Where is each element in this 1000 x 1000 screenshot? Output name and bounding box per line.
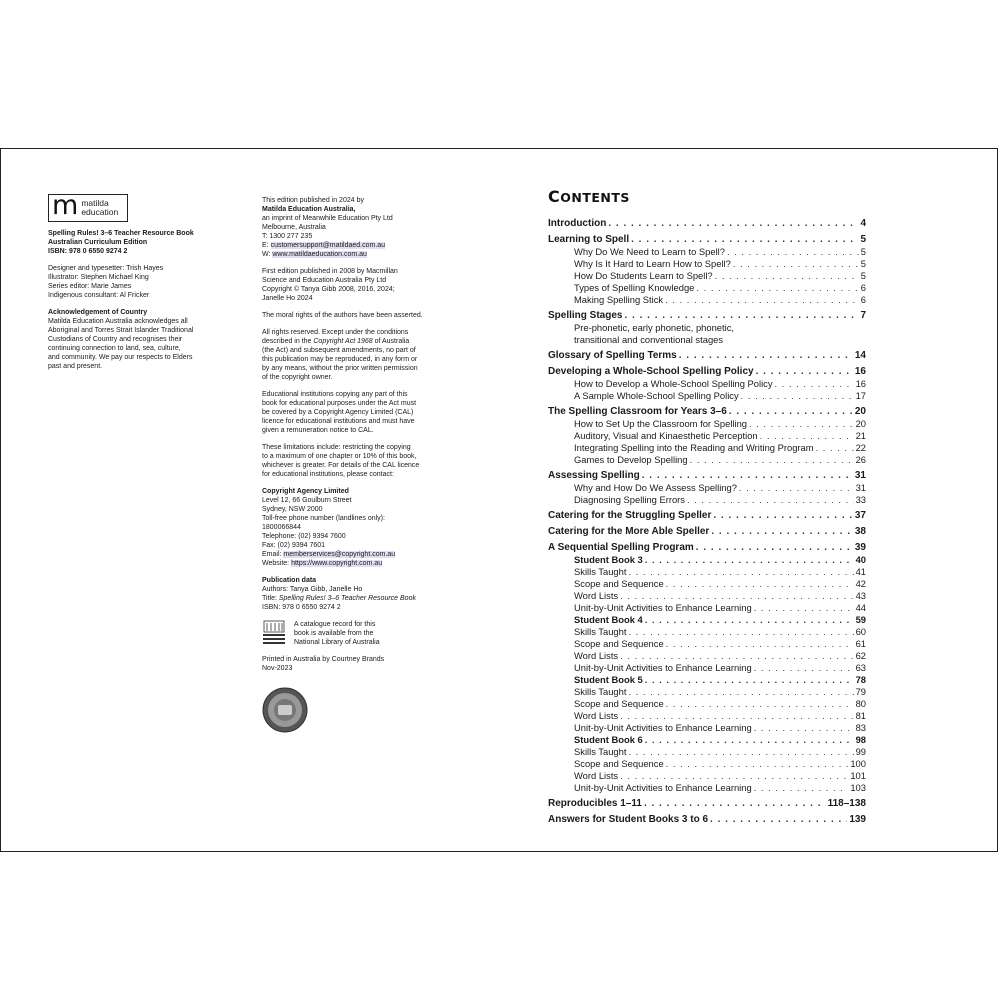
publisher-phone: T: 1300 277 235 [262,233,313,240]
toc-page-number: 100 [850,758,866,769]
toc-leader-dots [749,418,854,430]
toc-entry-label: Word Lists [574,710,619,721]
toc-entry-label: Diagnosing Spelling Errors [574,494,685,505]
toc-entry[interactable] [548,442,866,454]
toc-entry[interactable] [548,246,866,258]
toc-page-number: 5 [860,258,866,269]
toc-page-number: 7 [860,310,866,321]
toc-entry-label: Scope and Sequence [574,698,664,709]
publisher-line: an imprint of Meanwhile Education Pty Ltd [262,215,393,222]
educational-line: Educational institutions copying any part of this [262,391,408,398]
educational-line: book for educational purposes under the Act must [262,400,417,407]
toc-leader-dots [733,258,859,270]
toc-entry-label: How to Develop a Whole-School Spelling Policy [574,378,773,389]
rights-line: of the copyright owner. [262,374,333,381]
toc-page-number: 101 [850,770,866,781]
toc-entry-label: Types of Spelling Knowledge [574,282,695,293]
toc-leader-dots [711,526,853,538]
first-edition-line: First edition published in 2008 by Macmillan [262,268,398,275]
toc-entry[interactable] [548,270,866,282]
limitations-line: These limitations include: restricting the copying [262,444,411,451]
toc-leader-dots [727,246,859,258]
toc-chapter[interactable] [548,234,866,246]
toc-entry-label: Making Spelling Stick [574,294,664,305]
toc-leader-dots [739,482,854,494]
toc-entry[interactable] [548,482,866,494]
pub-authors: Authors: Tanya Gibb, Janelle Ho [262,586,363,593]
toc-entry-label: Skills Taught [574,686,627,697]
toc-page-number: 16 [855,378,866,389]
toc-page-number: 98 [855,734,866,745]
cal-block [262,487,462,568]
toc-entry-label: Student Book 5 [574,674,643,685]
toc-leader-dots [754,662,854,674]
logo-line-1: matilda [81,198,109,208]
toc-leader-dots [754,602,854,614]
toc-leader-dots [679,350,853,362]
toc-page-number: 22 [855,442,866,453]
toc-page-number: 38 [854,526,866,537]
rights-line: of Australia [372,338,410,345]
toc-entry-label: How Do Students Learn to Spell? [574,270,713,281]
sustainability-seal-icon [262,687,308,733]
nla-line: book is available from the [294,630,374,637]
toc-entry-label: A Sequential Spelling Program [548,542,694,553]
toc-leader-dots [756,366,853,378]
cal-web-link[interactable]: https://www.copyright.com.au [291,560,383,567]
toc-leader-dots [666,638,854,650]
cal-email-link[interactable]: memberservices@copyright.com.au [283,551,396,558]
nla-line: National Library of Australia [294,639,380,646]
toc-chapter[interactable] [548,526,866,538]
toc-entry[interactable] [548,650,866,662]
toc-entry-label: A Sample Whole-School Spelling Policy [574,390,739,401]
toc-entry[interactable] [548,454,866,466]
web-prefix: W: [262,251,273,258]
toc-leader-dots [696,542,853,554]
matilda-logo-icon: m [52,190,79,221]
educational-line: licence for educational institutions and must have [262,418,415,425]
toc-page-number: 14 [854,350,866,361]
educational-block [262,390,462,435]
toc-page-number: 78 [855,674,866,685]
toc-entry[interactable] [548,734,866,746]
cal-line: Sydney, NSW 2000 [262,506,323,513]
toc-page-number: 5 [860,270,866,281]
printed-date: Nov-2023 [262,665,293,672]
acknowledgement-heading: Acknowledgement of Country [48,309,148,316]
toc-page-number: 5 [860,246,866,257]
toc-leader-dots [687,494,854,506]
toc-entry[interactable] [548,686,866,698]
printed-block [262,655,462,673]
toc-page-number: 62 [855,650,866,661]
toc-leader-dots [696,282,858,294]
cal-email-prefix: Email: [262,551,284,558]
toc-entry-label: Student Book 4 [574,614,643,625]
toc-entry-label: Why Is It Hard to Learn How to Spell? [574,258,731,269]
toc-entry-label: Unit-by-Unit Activities to Enhance Learning [574,722,752,733]
toc-entry-label: Skills Taught [574,626,627,637]
toc-entry-label: Integrating Spelling into the Reading and Writing Program [574,442,814,453]
cal-line: 1800066844 [262,524,301,531]
toc-leader-dots [628,746,853,758]
toc-entry-label: Scope and Sequence [574,758,664,769]
toc-entry-label: Student Book 6 [574,734,643,745]
toc-page-number: 118–138 [827,798,866,809]
toc-entry[interactable] [548,674,866,686]
toc-page-number: 80 [855,698,866,709]
toc-entry-label: Learning to Spell [548,234,630,245]
toc-entry-label: Reproducibles 1–11 [548,798,642,809]
toc-entry[interactable] [548,710,866,722]
printed-line: Printed in Australia by Courtney Brands [262,656,385,663]
toc-chapter[interactable] [548,350,866,362]
toc-entry-label: Games to Develop Spelling [574,454,688,465]
book-spread [0,148,998,852]
copyright-act-title: Copyright Act 1968 [313,338,373,345]
limitations-line: to a maximum of one chapter or 10% of this book, [262,453,417,460]
acknowledgement-line: Aboriginal and Torres Strait Islander Traditional [48,327,194,334]
credit-line: Designer and typesetter: Trish Hayes [48,265,164,272]
limitations-block [262,443,462,479]
toc-leader-dots [754,722,854,734]
nla-record [262,620,462,647]
toc-page-number: 41 [855,566,866,577]
toc-page-number: 43 [855,590,866,601]
limitations-line: whichever is greater. For details of the CAL licence [262,462,420,469]
moral-rights: The moral rights of the authors have been asserted. [262,312,423,319]
toc-page-number: 63 [855,662,866,673]
toc-leader-dots [628,566,853,578]
toc-page-number: 61 [855,638,866,649]
toc-leader-dots [666,698,854,710]
toc-chapter[interactable] [548,366,866,378]
toc-leader-dots [690,454,854,466]
toc-page-number: 6 [860,294,866,305]
toc-entry-label: Unit-by-Unit Activities to Enhance Learning [574,662,752,673]
toc-page-number: 20 [855,418,866,429]
toc-entry[interactable] [548,758,866,770]
toc-page-number: 103 [850,782,866,793]
toc-entry-label: Word Lists [574,590,619,601]
toc-entry[interactable] [548,614,866,626]
toc-entry[interactable] [548,770,866,782]
first-edition-line: Science and Education Australia Pty Ltd [262,277,387,284]
toc-leader-dots [816,442,854,454]
imprint-middle-column [262,196,462,736]
toc-page-number: 59 [855,614,866,625]
toc-entry-label: Skills Taught [574,566,627,577]
toc-page-number: 33 [855,494,866,505]
toc-entry-label: The Spelling Classroom for Years 3–6 [548,406,727,417]
toc-chapter[interactable] [548,406,866,418]
rights-line: this publication may be reproduced, in any form or [262,356,418,363]
toc-page-number: 6 [860,282,866,293]
rights-line: (the Act) and subsequent amendments, no part of [262,347,416,354]
publisher-name: Matilda Education Australia, [262,206,356,213]
toc-entry-label: Spelling Stages [548,310,623,321]
credits-block [48,264,228,300]
educational-line: be covered by a Copyright Agency Limited (CAL) [262,409,414,416]
acknowledgement-line: Custodians of Country and recognises their [48,336,183,343]
national-library-logo-icon [262,620,286,647]
toc-entry[interactable] [548,554,866,566]
toc-entry-label: Assessing Spelling [548,470,640,481]
rights-line: by any means, without the prior written permission [262,365,418,372]
toc-leader-dots [645,614,854,626]
toc-entry[interactable] [548,782,866,794]
toc-description: Pre-phonetic, early phonetic, phonetic, [574,322,734,333]
pub-title-prefix: Title: [262,595,279,602]
toc-leader-dots [645,554,854,566]
toc-page-number: 83 [855,722,866,733]
pub-heading: Publication data [262,577,317,584]
toc-leader-dots [754,782,849,794]
toc-entry[interactable] [548,662,866,674]
toc-chapter[interactable] [548,310,866,322]
book-edition: Australian Curriculum Edition [48,239,148,246]
toc-entry-label: Auditory, Visual and Kinaesthetic Perception [574,430,758,441]
toc-entry-label: Scope and Sequence [574,638,664,649]
publisher-line: Melbourne, Australia [262,224,326,231]
toc-entry-label: Catering for the More Able Speller [548,526,710,537]
toc-entry[interactable] [548,746,866,758]
toc-page-number: 139 [849,814,866,825]
cal-web-prefix: Website: [262,560,292,567]
toc-leader-dots [642,470,853,482]
copyright-line: Janelle Ho 2024 [262,295,313,302]
toc-leader-dots [710,814,847,826]
rights-block [262,328,462,382]
toc-leader-dots [645,674,854,686]
toc-page-number: 60 [855,626,866,637]
toc-entry[interactable] [548,602,866,614]
toc-entry[interactable] [548,282,866,294]
publisher-block [262,196,462,259]
toc-leader-dots [620,710,853,722]
toc-chapter[interactable] [548,798,866,810]
book-isbn: ISBN: 978 0 6550 9274 2 [48,248,128,255]
acknowledgement-line: continuing connection to land, sea, culture, [48,345,181,352]
rights-line: All rights reserved. Except under the conditions [262,329,409,336]
toc-leader-dots [729,406,853,418]
toc-page-number: 26 [855,454,866,465]
toc-entry-label: Scope and Sequence [574,578,664,589]
first-edition-block [262,267,462,303]
toc-entry-label: Word Lists [574,650,619,661]
pub-title: Spelling Rules! 3–6 Teacher Resource Book [278,595,416,602]
toc-entry-label: Answers for Student Books 3 to 6 [548,814,709,825]
pub-isbn: ISBN: 978 0 6550 9274 2 [262,604,341,611]
toc-entry-label: Unit-by-Unit Activities to Enhance Learning [574,602,752,613]
toc-chapter[interactable] [548,470,866,482]
toc-entry[interactable] [548,698,866,710]
cal-line: Toll-free phone number (landlines only): [262,515,385,522]
acknowledgement-line: Matilda Education Australia acknowledges all [48,318,188,325]
toc-entry[interactable] [548,390,866,402]
cal-line: Telephone: (02) 9394 7600 [262,533,346,540]
publication-data-block [262,576,462,612]
toc-leader-dots [775,378,854,390]
toc-leader-dots [620,590,853,602]
book-title-block [48,229,228,256]
limitations-line: for educational institutions, please contact: [262,471,394,478]
acknowledgement-block [48,308,228,371]
toc-entry[interactable] [548,626,866,638]
toc-entry-label: How to Set Up the Classroom for Spelling [574,418,747,429]
credit-line: Series editor: Marie James [48,283,132,290]
toc-leader-dots [628,626,853,638]
email-prefix: E: [262,242,271,249]
toc-leader-dots [620,770,848,782]
publisher-web-link[interactable]: www.matildaeducation.com.au [272,251,367,258]
toc-entry[interactable] [548,494,866,506]
toc-leader-dots [665,294,859,306]
rights-line: described in the [262,338,314,345]
toc-leader-dots [666,758,849,770]
toc-leader-dots [741,390,854,402]
toc-page-number: 37 [854,510,866,521]
toc-leader-dots [713,510,853,522]
toc-entry-label: Introduction [548,218,607,229]
toc-leader-dots [645,734,854,746]
toc-entry-label: Developing a Whole-School Spelling Policy [548,366,754,377]
toc-leader-dots [715,270,859,282]
contents-title: CONTENTS [548,187,630,206]
copyright-line: Copyright © Tanya Gibb 2008, 2016, 2024; [262,286,395,293]
toc-chapter[interactable] [548,510,866,522]
toc-entry[interactable] [548,430,866,442]
toc-list [548,218,866,826]
toc-entry[interactable] [548,258,866,270]
toc-page-number: 31 [855,482,866,493]
table-of-contents [548,187,866,826]
toc-entry[interactable] [548,578,866,590]
toc-entry-label: Skills Taught [574,746,627,757]
toc-page-number: 81 [855,710,866,721]
toc-page-number: 16 [854,366,866,377]
toc-page-number: 21 [855,430,866,441]
toc-leader-dots [628,686,853,698]
toc-leader-dots [644,798,826,810]
toc-page-number: 40 [855,554,866,565]
toc-entry[interactable] [548,638,866,650]
toc-entry[interactable] [548,590,866,602]
toc-leader-dots [760,430,854,442]
toc-entry-label: Student Book 3 [574,554,643,565]
toc-entry-label: Why Do We Need to Learn to Spell? [574,246,725,257]
acknowledgement-line: and community. We pay our respects to Elders [48,354,193,361]
toc-entry[interactable] [548,722,866,734]
educational-line: given a remuneration notice to CAL. [262,427,374,434]
toc-page-number: 20 [854,406,866,417]
toc-leader-dots [608,218,858,230]
publisher-email-link[interactable]: customersupport@matildaed.com.au [270,242,386,249]
toc-page-number: 17 [855,390,866,401]
toc-entry-label: Glossary of Spelling Terms [548,350,677,361]
book-title: Spelling Rules! 3–6 Teacher Resource Book [48,230,194,237]
toc-entry[interactable] [548,418,866,430]
toc-entry-label: Why and How Do We Assess Spelling? [574,482,737,493]
toc-entry-label: Catering for the Struggling Speller [548,510,712,521]
publisher-logo [48,190,128,222]
edition-line: This edition published in 2024 by [262,197,364,204]
toc-leader-dots [631,234,858,246]
toc-entry-label: Unit-by-Unit Activities to Enhance Learning [574,782,752,793]
toc-chapter[interactable] [548,814,866,826]
credit-line: Illustrator: Stephen Michael King [48,274,149,281]
toc-leader-dots [624,310,858,322]
toc-entry[interactable] [548,566,866,578]
toc-entry[interactable] [548,294,866,306]
credit-line: Indigenous consultant: Al Fricker [48,292,150,299]
toc-page-number: 44 [855,602,866,613]
cal-line: Fax: (02) 9394 7601 [262,542,326,549]
cal-line: Level 12, 66 Goulburn Street [262,497,352,504]
toc-leader-dots [666,578,854,590]
toc-page-number: 5 [860,234,866,245]
toc-description: transitional and conventional stages [574,334,724,345]
nla-line: A catalogue record for this [294,621,376,628]
logo-line-2: education [81,207,119,217]
toc-chapter[interactable] [548,218,866,230]
imprint-left-column [48,229,228,379]
toc-page-number: 39 [854,542,866,553]
toc-page-number: 42 [855,578,866,589]
cal-heading: Copyright Agency Limited [262,488,349,495]
toc-page-number: 99 [855,746,866,757]
toc-page-number: 79 [855,686,866,697]
toc-page-number: 31 [854,470,866,481]
toc-entry[interactable] [548,378,866,390]
acknowledgement-line: past and present. [48,363,103,370]
toc-chapter[interactable] [548,542,866,554]
toc-leader-dots [620,650,853,662]
toc-page-number: 4 [860,218,866,229]
toc-entry-label: Word Lists [574,770,619,781]
